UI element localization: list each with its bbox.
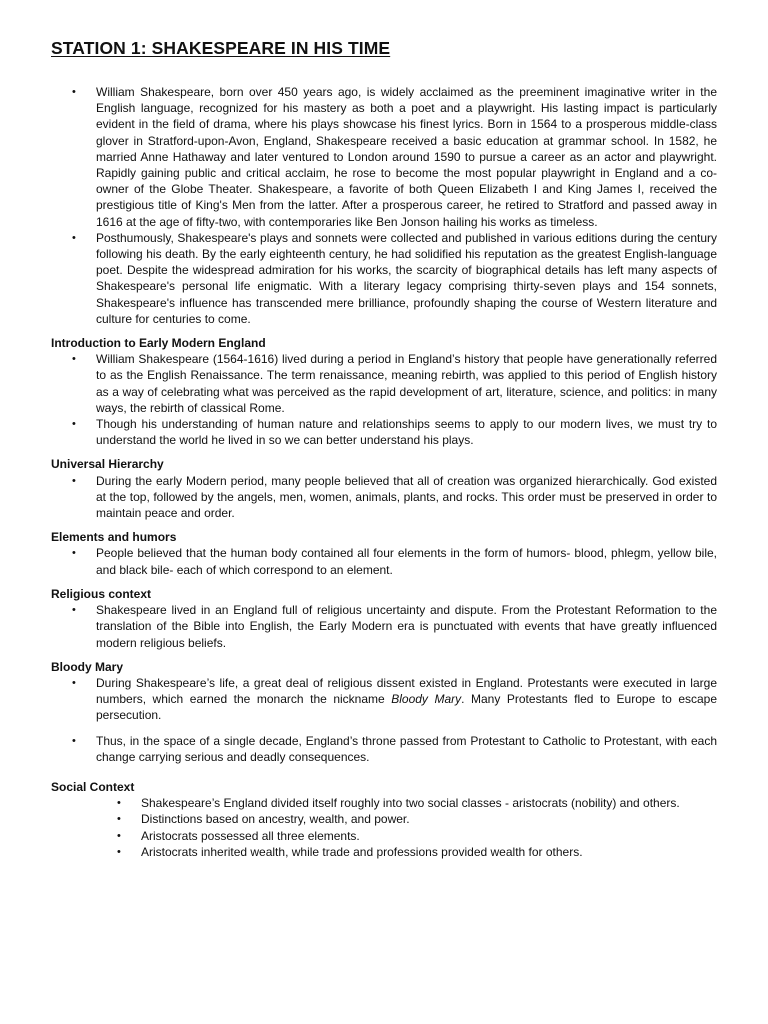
bloody-mary-list	[51, 675, 717, 765]
section-heading-early-modern: Introduction to Early Modern England	[51, 336, 266, 351]
list-item: • Though his understanding of human nature and relationships seems to apply to our modern lives, we must try to understand the world he lived in so we can better understand his plays.	[96, 416, 717, 448]
list-item: • William Shakespeare (1564-1616) lived during a period in England’s history that people have generationally referred to as the English Renaissance. The term renaissance, meaning rebirth, was applied to this period of English history as a way of celebrating what was perceived as the rapid development of art, literature, science, and politics: in many ways, the rebirth of classical Rome.	[96, 351, 717, 416]
list-item: • William Shakespeare, born over 450 years ago, is widely acclaimed as the preeminent imaginative writer in the English language, recognized for his mastery as both a poet and a playwright. His lasting impact is particularly evident in the field of drama, where his plays showcase his finest lyrics. Born in 1564 to a prosperous middle-class glover in Stratford-upon-Avon, England, Shakespeare received a basic education at grammar school. In 1582, he married Anne Hathaway and later ventured to London around 1590 to pursue a career as an actor and playwright. Rapidly gaining public and critical acclaim, he rose to become the most popular playwright in England and a co-owner of the Globe Theater. Shakespeare, a favorite of both Queen Elizabeth I and King James I, received the prestigious title of King's Men from the latter. After a prosperous career, he retired to Stratford and passed away in 1616 at the age of fifty-two, with contemporaries like Ben Jonson hailing his works as timeless.	[96, 84, 717, 230]
list-item: • Shakespeare’s England divided itself roughly into two social classes - aristocrats (nobility) and others.	[141, 795, 717, 811]
list-item: • People believed that the human body contained all four elements in the form of humors- blood, phlegm, yellow bile, and black bile- each of which correspond to an element.	[96, 545, 717, 577]
section-heading-humors: Elements and humors	[51, 530, 177, 545]
hierarchy-list	[51, 473, 717, 522]
nickname-emphasis: Bloody Mary	[391, 692, 462, 707]
bullet-text: During Shakespeare’s life, a great deal of religious dissent existed in England. Protestants were executed in large numbers, which earned the monarch the nickname	[96, 675, 717, 707]
list-item	[96, 675, 717, 724]
page-title: STATION 1: SHAKESPEARE IN HIS TIME	[51, 38, 391, 58]
list-item: • Thus, in the space of a single decade, England’s throne passed from Protestant to Catholic to Protestant, with each change carrying serious and deadly consequences.	[96, 733, 717, 765]
humors-list	[51, 545, 717, 577]
early-modern-list	[51, 351, 717, 448]
religious-list	[51, 602, 717, 651]
list-item: • Aristocrats possessed all three elements.	[141, 828, 717, 844]
list-item: • Distinctions based on ancestry, wealth, and power.	[141, 811, 717, 827]
section-heading-religious: Religious context	[51, 586, 152, 601]
list-item: • Shakespeare lived in an England full of religious uncertainty and dispute. From the Protestant Reformation to the translation of the Bible into English, the Early Modern era is punctuated with events that have greatly influenced modern religious beliefs.	[96, 602, 717, 651]
social-list	[51, 795, 717, 860]
section-heading-social: Social Context	[51, 779, 135, 794]
list-item: • Posthumously, Shakespeare's plays and sonnets were collected and published in various editions during the century following his death. By the early eighteenth century, he had solidified his reputation as the greatest English-language poet. Despite the widespread admiration for his works, the scarcity of biographical details has left many aspects of Shakespeare's personal life enigmatic. With a literary legacy comprising thirty-seven plays and 154 sonnets, Shakespeare's influence has transcended mere brilliance, profoundly shaping the course of Western literature and culture for centuries to come.	[96, 230, 717, 327]
list-item: • During the early Modern period, many people believed that all of creation was organized hierarchically. God existed at the top, followed by the angels, men, women, animals, plants, and rocks. This order must be preserved in order to maintain peace and order.	[96, 473, 717, 522]
section-heading-hierarchy: Universal Hierarchy	[51, 457, 164, 472]
list-item: • Aristocrats inherited wealth, while trade and professions provided wealth for others.	[141, 844, 717, 860]
document-body	[51, 84, 717, 860]
bullet-text: . Many Protestants fled to Europe to escape persecution.	[96, 692, 718, 723]
intro-list	[51, 84, 717, 327]
section-heading-bloody-mary: Bloody Mary	[51, 659, 124, 674]
